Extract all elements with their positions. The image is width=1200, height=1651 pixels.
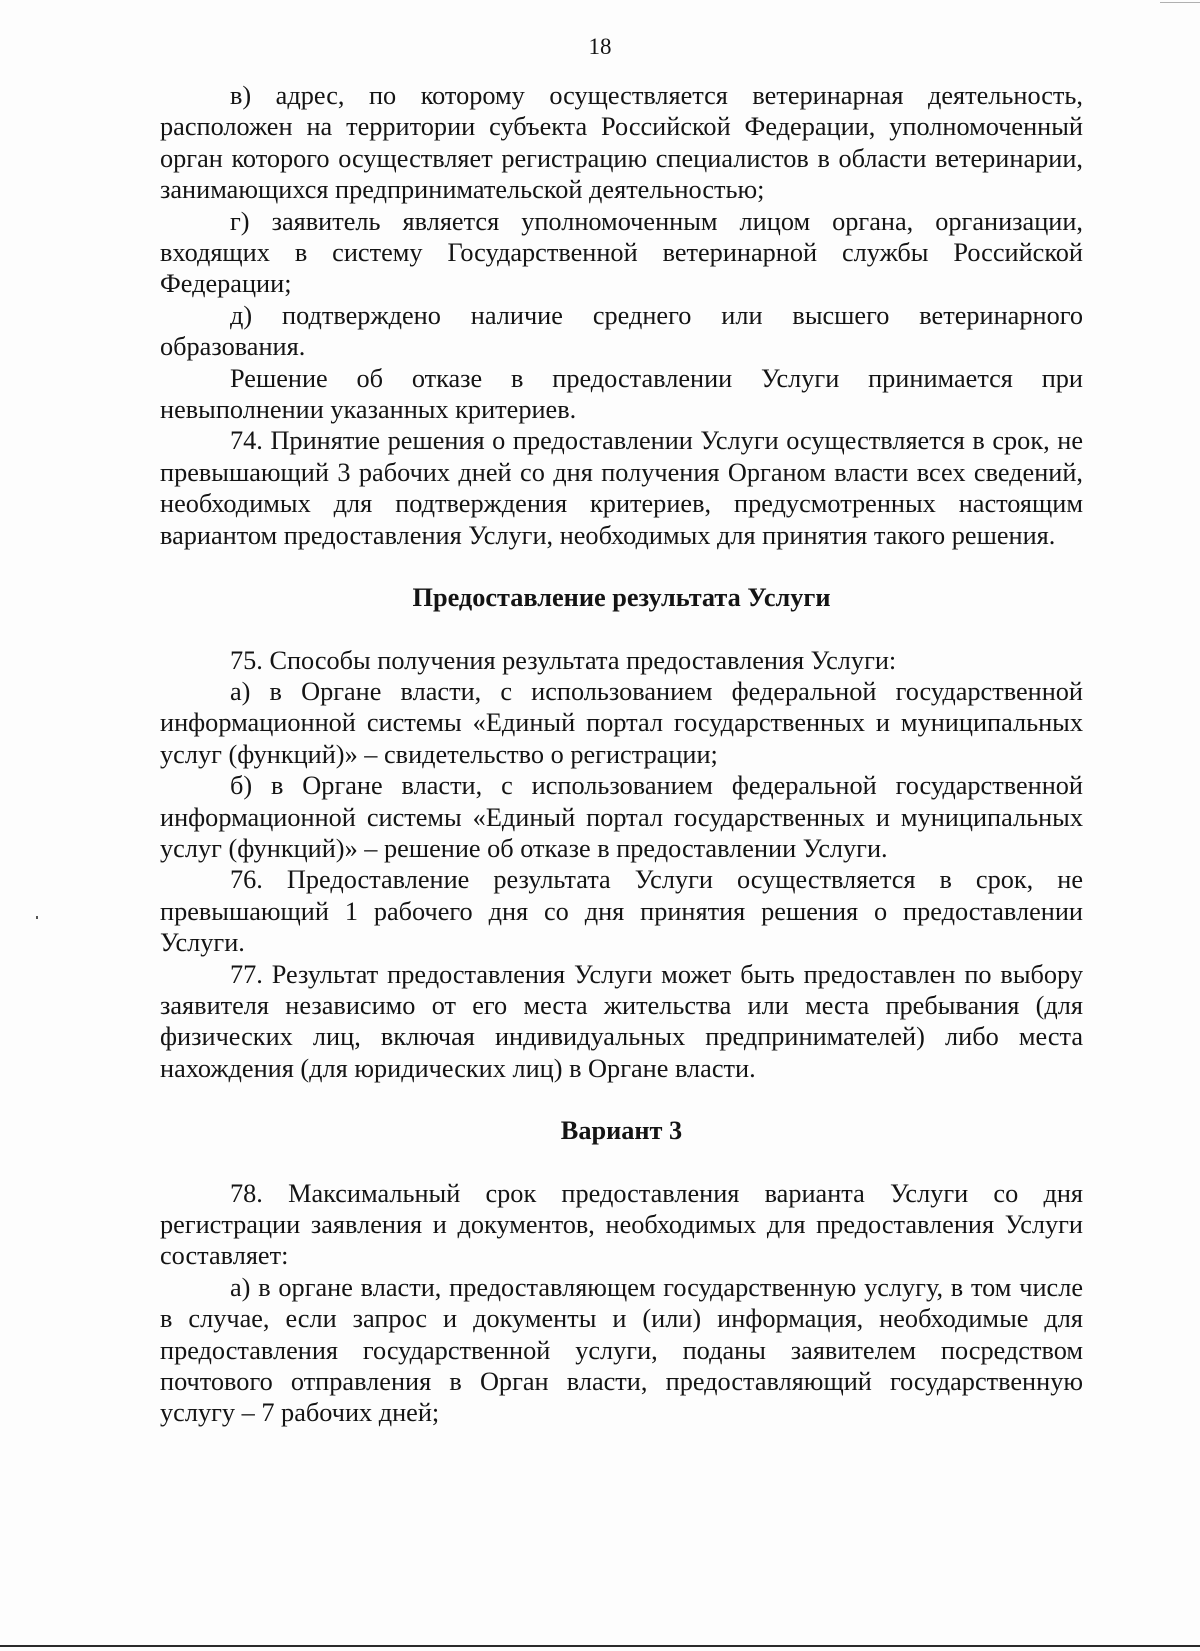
scan-edge-top (1160, 2, 1200, 3)
scan-edge-bottom (0, 1645, 1200, 1647)
paragraph-refusal: Решение об отказе в предоставлении Услуги принимается при невыполнении указанных критериев. (160, 363, 1083, 425)
section-heading-result: Предоставление результата Услуги (412, 583, 831, 613)
paragraph-75a: а) в Органе власти, с использованием федеральной государственной информационной системы «Единый портал государственных и муниципальных услуг (функций)» – свидетельство о регистрации; (160, 676, 1083, 769)
paragraph-g-applicant: г) заявитель является уполномоченным лицом органа, организации, входящих в систему Государственной ветеринарной службы Российской Федерации; (160, 206, 1083, 299)
page-number: 18 (588, 34, 612, 59)
section-heading-variant-3: Вариант 3 (560, 1116, 683, 1146)
paragraph-d-education: д) подтверждено наличие среднего или высшего ветеринарного образования. (160, 300, 1083, 362)
paragraph-75: 75. Способы получения результата предоставления Услуги: (230, 645, 897, 675)
scan-speck (36, 916, 38, 919)
paragraph-76: 76. Предоставление результата Услуги осуществляется в срок, не превышающий 1 рабочего дня со дня принятия решения о предоставлении Услуги. (160, 865, 1083, 958)
paragraph-77: 77. Результат предоставления Услуги может быть предоставлен по выбору заявителя независимо от его места жительства или места пребывания (для физических лиц, включая индивидуальных предпринимателей) либо места нахождения (для юридических лиц) в Органе власти. (160, 959, 1083, 1083)
paragraph-78a: а) в органе власти, предоставляющем государственную услугу, в том числе в случае, если запрос и документы и (или) информация, необходимые для предоставления государственной услуги, поданы заявителем посредством почтового отправления в Орган власти, предоставляющий государственную услугу – 7 рабочих дней; (160, 1272, 1083, 1428)
paragraph-v-address: в) адрес, по которому осуществляется ветеринарная деятельность, расположен на территории субъекта Российской Федерации, уполномоченный орган которого осуществляет регистрацию специалистов в области ветеринарии, занимающихся предпринимательской деятельностью; (160, 81, 1083, 205)
paragraph-78: 78. Максимальный срок предоставления варианта Услуги со дня регистрации заявления и документов, необходимых для предоставления Услуги составляет: (160, 1178, 1083, 1271)
paragraph-75b: б) в Органе власти, с использованием федеральной государственной информационной системы «Единый портал государственных и муниципальных услуг (функций)» – решение об отказе в предоставлении Услуги. (160, 771, 1083, 863)
paragraph-74: 74. Принятие решения о предоставлении Услуги осуществляется в срок, не превышающий 3 рабочих дней со дня получения Органом власти всех сведений, необходимых для подтверждения критериев, предусмотренных настоящим вариантом предоставления Услуги, необходимых для принятия такого решения. (160, 426, 1083, 550)
document-body (160, 80, 1083, 1429)
